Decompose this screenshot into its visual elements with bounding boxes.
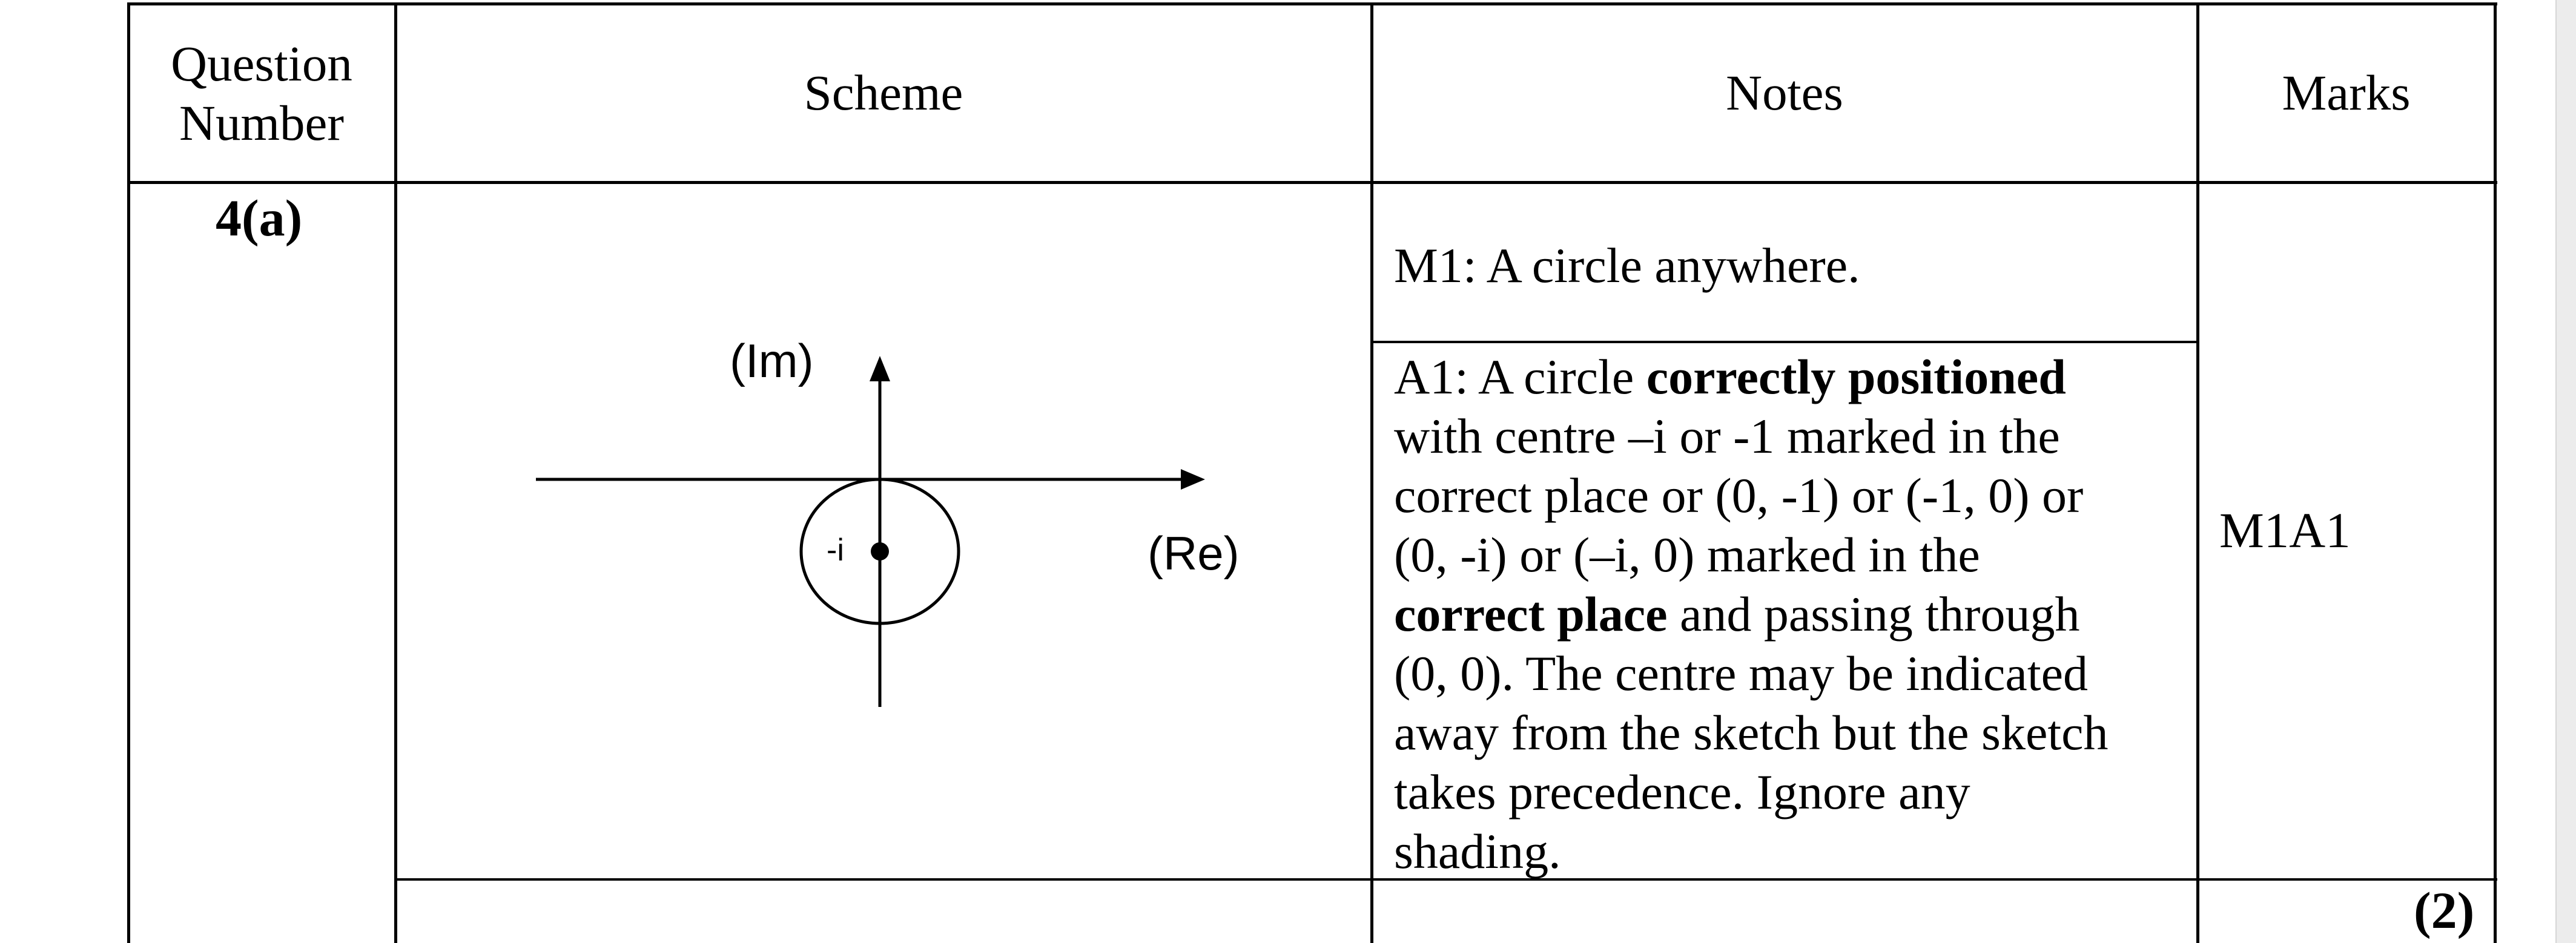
header-notes: Notes — [1726, 65, 1843, 120]
table-right-border — [2494, 2, 2497, 943]
note-a1-line-5: correct place and passing through — [1394, 586, 2080, 642]
note-a1-line-1: A1: A circle correctly positioned — [1394, 349, 2066, 404]
total-marks: (2) — [2414, 881, 2475, 939]
centre-point — [871, 542, 889, 560]
note-a1-line-9: shading. — [1394, 824, 1561, 879]
note-a1-line-8: takes precedence. Ignore any — [1394, 764, 1970, 820]
note-a1 — [1394, 347, 2109, 881]
im-axis-label: (Im) — [730, 334, 814, 387]
centre-label: -i — [827, 533, 844, 568]
note-a1-line-3: correct place or (0, -1) or (-1, 0) or — [1394, 468, 2084, 523]
column-divider-3 — [2196, 2, 2199, 943]
header-scheme: Scheme — [804, 65, 963, 120]
re-axis-label: (Re) — [1148, 527, 1240, 580]
header-question-number: Question Number — [171, 36, 352, 151]
viewer-scroll-gutter — [2555, 0, 2576, 943]
imaginary-axis-arrowhead — [870, 356, 890, 381]
note-a1-line-6: (0, 0). The centre may be indicated — [1394, 646, 2088, 701]
table-top-border — [127, 2, 2497, 5]
note-a1-line-7: away from the sketch but the sketch — [1394, 705, 2109, 760]
real-axis-arrowhead — [1181, 469, 1205, 490]
table-left-border — [127, 2, 130, 943]
note-m1: M1: A circle anywhere. — [1394, 238, 1860, 293]
note-a1-line-4: (0, -i) or (–i, 0) marked in the — [1394, 527, 1980, 582]
header-marks: Marks — [2282, 65, 2411, 120]
question-number: 4(a) — [216, 189, 303, 247]
note-a1-line-2: with centre –i or -1 marked in the — [1394, 409, 2060, 464]
notes-divider — [1372, 341, 2198, 343]
marks-awarded: M1A1 — [2219, 502, 2351, 558]
argand-diagram-sketch — [397, 184, 1370, 878]
column-divider-2 — [1370, 2, 1373, 943]
